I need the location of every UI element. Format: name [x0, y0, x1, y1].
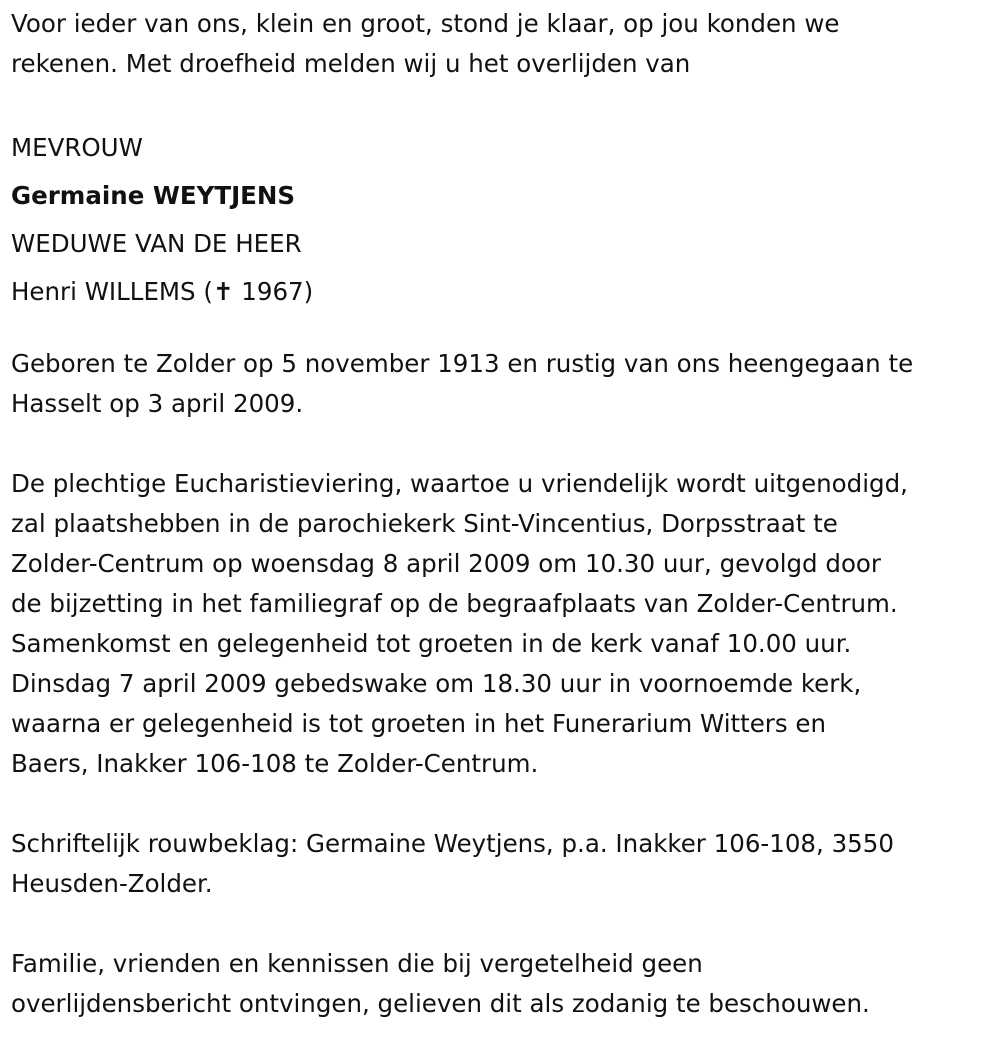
spacer [11, 784, 996, 824]
spacer [11, 84, 996, 124]
ceremony-line-2: zal plaatshebben in de parochiekerk Sint-Vincentius, Dorpsstraat te [11, 509, 838, 538]
honorific: MEVROUW [11, 133, 143, 162]
deceased-block [11, 124, 996, 316]
spouse-name: Henri WILLEMS (✝ 1967) [11, 277, 314, 306]
ceremony-line-6: Dinsdag 7 april 2009 gebedswake om 18.30 uur in voornoemde kerk, [11, 669, 862, 698]
relation-title: WEDUWE VAN DE HEER [11, 229, 302, 258]
ceremony-paragraph [11, 464, 996, 784]
spacer [11, 424, 996, 464]
ceremony-line-7: waarna er gelegenheid is tot groeten in het Funerarium Witters en [11, 709, 827, 738]
closing-line-2: overlijdensbericht ontvingen, gelieven dit als zodanig te beschouwen. [11, 989, 870, 1018]
spacer [11, 904, 996, 944]
ceremony-line-4: de bijzetting in het familiegraf op de begraafplaats van Zolder-Centrum. [11, 589, 898, 618]
intro-paragraph [11, 4, 996, 84]
closing-paragraph [11, 944, 996, 1024]
intro-line-2: rekenen. Met droefheid melden wij u het overlijden van [11, 49, 691, 78]
condolence-line-2: Heusden-Zolder. [11, 869, 213, 898]
deceased-name: Germaine WEYTJENS [11, 181, 296, 210]
condolence-line-1: Schriftelijk rouwbeklag: Germaine Weytjens, p.a. Inakker 106-108, 3550 [11, 829, 894, 858]
birth-death-paragraph [11, 344, 996, 424]
intro-line-1: Voor ieder van ons, klein en groot, stond je klaar, op jou konden we [11, 9, 840, 38]
closing-line-1: Familie, vrienden en kennissen die bij vergetelheid geen [11, 949, 703, 978]
birth-death-line-1: Geboren te Zolder op 5 november 1913 en rustig van ons heengegaan te [11, 349, 914, 378]
ceremony-line-8: Baers, Inakker 106-108 te Zolder-Centrum. [11, 749, 539, 778]
condolence-paragraph [11, 824, 996, 904]
ceremony-line-3: Zolder-Centrum op woensdag 8 april 2009 om 10.30 uur, gevolgd door [11, 549, 881, 578]
obituary-notice [11, 4, 996, 1024]
spacer [11, 316, 996, 344]
ceremony-line-5: Samenkomst en gelegenheid tot groeten in de kerk vanaf 10.00 uur. [11, 629, 852, 658]
ceremony-line-1: De plechtige Eucharistieviering, waartoe u vriendelijk wordt uitgenodigd, [11, 469, 908, 498]
birth-death-line-2: Hasselt op 3 april 2009. [11, 389, 304, 418]
